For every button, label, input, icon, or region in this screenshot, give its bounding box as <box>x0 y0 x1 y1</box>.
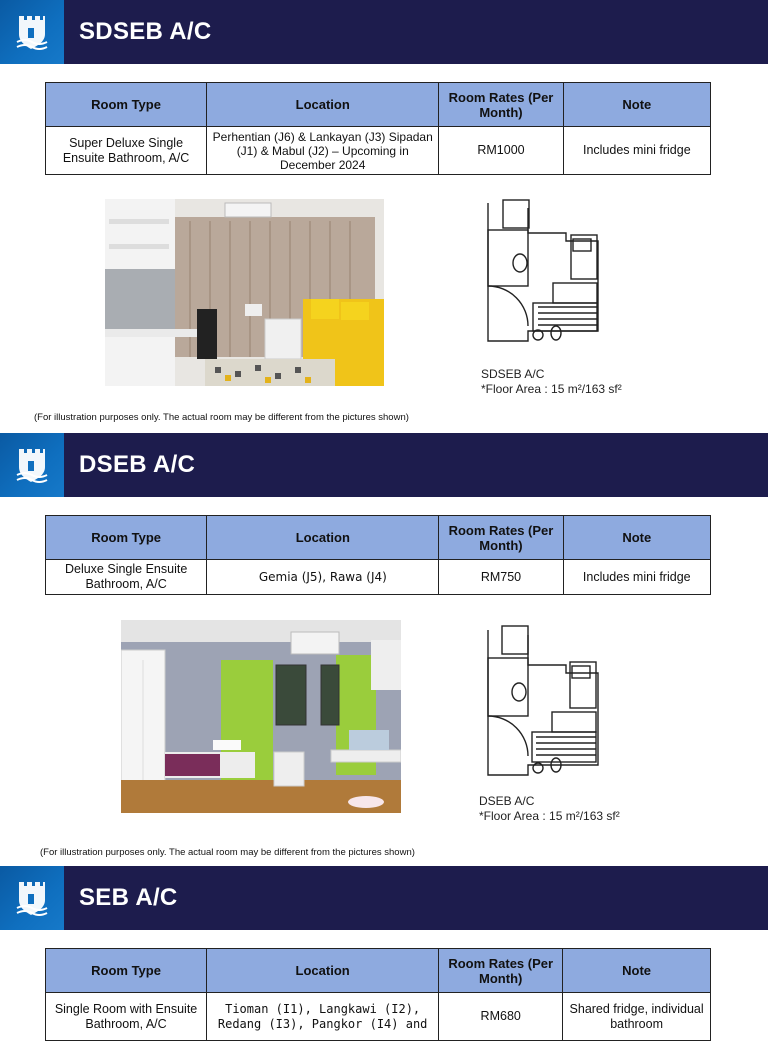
header-note: Note <box>563 83 710 127</box>
section-banner-dseb <box>0 433 768 497</box>
header-room-rates: Room Rates (Per Month) <box>439 516 563 560</box>
castle-logo-icon <box>0 866 64 930</box>
section-banner-seb <box>0 866 768 930</box>
rates-table-dseb <box>45 515 711 595</box>
cell-location: Perhentian (J6) & Lankayan (J3) Sipadan (J1) & Mabul (J2) – Upcoming in December 2024 <box>207 127 439 175</box>
cell-room-type: Super Deluxe Single Ensuite Bathroom, A/C <box>46 127 207 175</box>
section-title: SEB A/C <box>79 884 178 911</box>
header-room-type: Room Type <box>46 516 207 560</box>
cell-rate: RM750 <box>439 560 563 595</box>
disclaimer-dseb: (For illustration purposes only. The actual room may be different from the pictures shown) <box>40 847 415 858</box>
header-room-type: Room Type <box>46 949 207 993</box>
castle-logo-icon <box>0 433 64 497</box>
cell-note: Includes mini fridge <box>563 127 710 175</box>
floor-plan-caption-dseb <box>479 794 620 824</box>
cell-rate: RM1000 <box>439 127 563 175</box>
cell-room-type: Deluxe Single Ensuite Bathroom, A/C <box>46 560 207 595</box>
floor-plan-sdseb <box>478 195 633 350</box>
disclaimer-sdseb: (For illustration purposes only. The actual room may be different from the pictures shown) <box>34 412 409 423</box>
header-room-rates: Room Rates (Per Month) <box>439 83 563 127</box>
floor-plan-label: DSEB A/C <box>479 794 535 808</box>
section-title: SDSEB A/C <box>79 18 212 45</box>
header-location: Location <box>207 949 439 993</box>
section-banner-sdseb <box>0 0 768 64</box>
room-photo-sdseb <box>105 199 384 386</box>
cell-note: Includes mini fridge <box>563 560 710 595</box>
cell-location: Tioman (I1), Langkawi (I2), Redang (I3), Pangkor (I4) and <box>207 993 439 1041</box>
cell-rate: RM680 <box>439 993 563 1041</box>
floor-plan-dseb <box>476 620 631 780</box>
header-location: Location <box>207 516 439 560</box>
section-title: DSEB A/C <box>79 451 196 478</box>
cell-room-type: Single Room with Ensuite Bathroom, A/C <box>46 993 207 1041</box>
rates-table-seb <box>45 948 711 1041</box>
floor-plan-caption-sdseb <box>481 367 622 397</box>
room-photo-dseb <box>121 620 401 813</box>
floor-area-label: *Floor Area : 15 m²/163 sf² <box>479 809 620 823</box>
header-note: Note <box>563 516 710 560</box>
header-room-type: Room Type <box>46 83 207 127</box>
cell-note: Shared fridge, individual bathroom <box>563 993 711 1041</box>
header-note: Note <box>563 949 711 993</box>
cell-location: Gemia (J5), Rawa (J4) <box>207 560 439 595</box>
header-location: Location <box>207 83 439 127</box>
rates-table-sdseb <box>45 82 711 175</box>
floor-plan-label: SDSEB A/C <box>481 367 545 381</box>
header-room-rates: Room Rates (Per Month) <box>439 949 563 993</box>
floor-area-label: *Floor Area : 15 m²/163 sf² <box>481 382 622 396</box>
castle-logo-icon <box>0 0 64 64</box>
